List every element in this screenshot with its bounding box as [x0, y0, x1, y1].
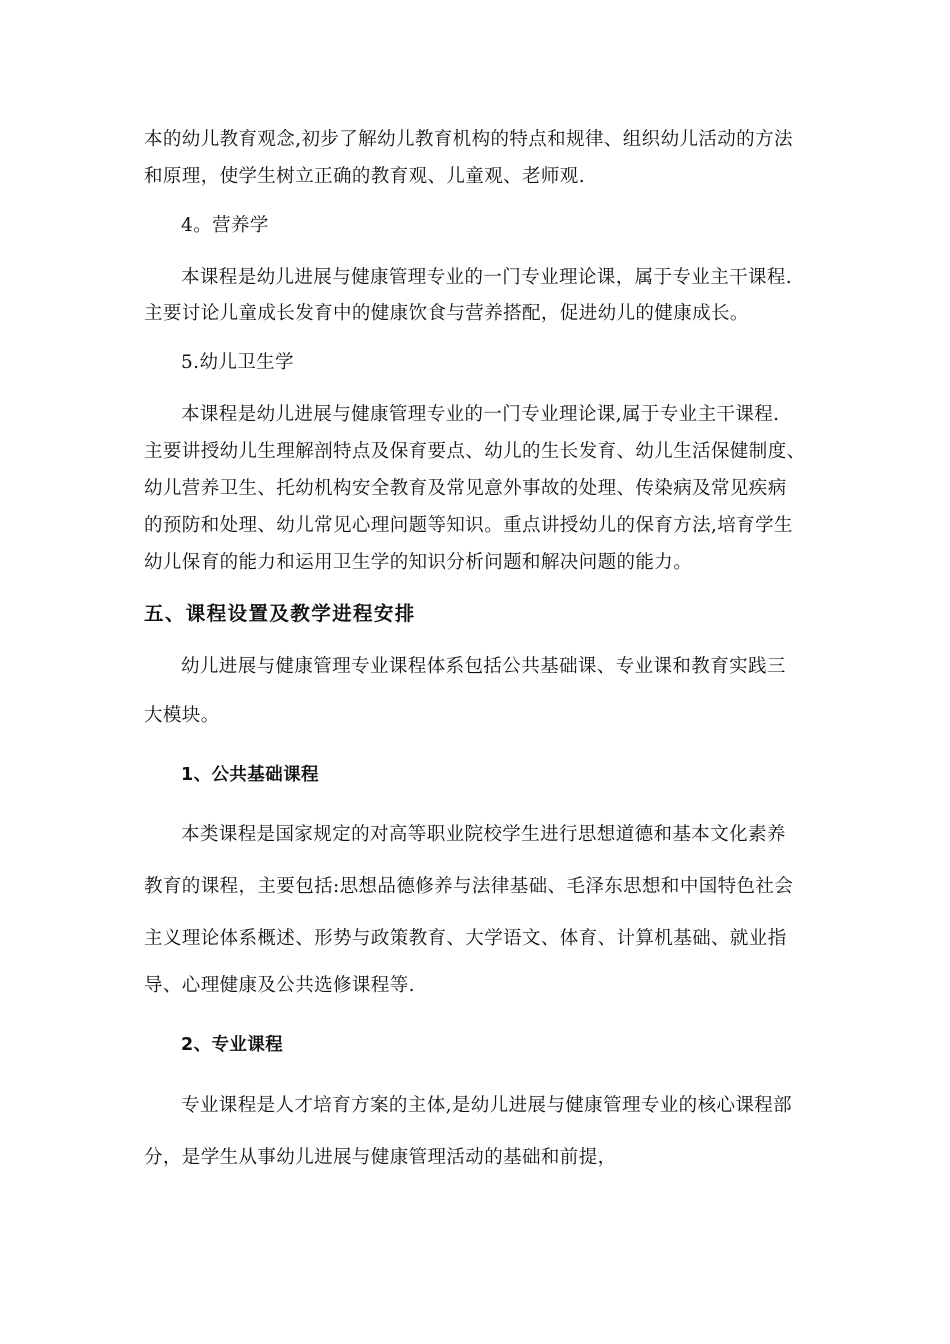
subsection-heading: 1、公共基础课程: [181, 765, 319, 785]
paragraph-line: 幼儿营养卫生、托幼机构安全教育及常见意外事故的处理、传染病及常见疾病: [144, 478, 787, 499]
paragraph-line: 主义理论体系概述、形势与政策教育、大学语文、体育、计算机基础、就业指: [144, 928, 787, 949]
subsection-title: 5.幼儿卫生学: [181, 352, 294, 373]
paragraph-line: 教育的课程，主要包括:思想品德修养与法律基础、毛泽东思想和中国特色社会: [144, 876, 794, 897]
paragraph-line: 主要讲授幼儿生理解剖特点及保育要点、幼儿的生长发育、幼儿生活保健制度、: [144, 441, 806, 462]
paragraph-line: 主要讨论儿童成长发育中的健康饮食与营养搭配，促进幼儿的健康成长。: [144, 303, 749, 324]
paragraph-line: 的预防和处理、幼儿常见心理问题等知识。重点讲授幼儿的保育方法,培育学生: [144, 515, 793, 536]
paragraph-line: 大模块。: [144, 705, 220, 726]
paragraph-line: 分，是学生从事幼儿进展与健康管理活动的基础和前提，: [144, 1147, 617, 1168]
paragraph-line: 和原理，使学生树立正确的教育观、儿童观、老师观.: [144, 166, 585, 187]
section-heading: 五、课程设置及教学进程安排: [144, 602, 416, 625]
paragraph-line: 幼儿保育的能力和运用卫生学的知识分析问题和解决问题的能力。: [144, 552, 693, 573]
paragraph-line: 本类课程是国家规定的对高等职业院校学生进行思想道德和基本文化素养: [181, 824, 786, 845]
paragraph-line: 本课程是幼儿进展与健康管理专业的一门专业理论课,属于专业主干课程.: [181, 404, 780, 425]
paragraph-line: 本的幼儿教育观念,初步了解幼儿教育机构的特点和规律、组织幼儿活动的方法: [144, 129, 793, 150]
paragraph-line: 专业课程是人才培育方案的主体,是幼儿进展与健康管理专业的核心课程部: [181, 1095, 793, 1116]
subsection-heading: 2、专业课程: [181, 1035, 284, 1055]
paragraph-line: 本课程是幼儿进展与健康管理专业的一门专业理论课，属于专业主干课程.: [181, 267, 793, 288]
paragraph-line: 导、心理健康及公共选修课程等.: [144, 975, 415, 996]
subsection-title: 4。营养学: [181, 215, 269, 236]
paragraph-line: 幼儿进展与健康管理专业课程体系包括公共基础课、专业课和教育实践三: [181, 656, 786, 677]
